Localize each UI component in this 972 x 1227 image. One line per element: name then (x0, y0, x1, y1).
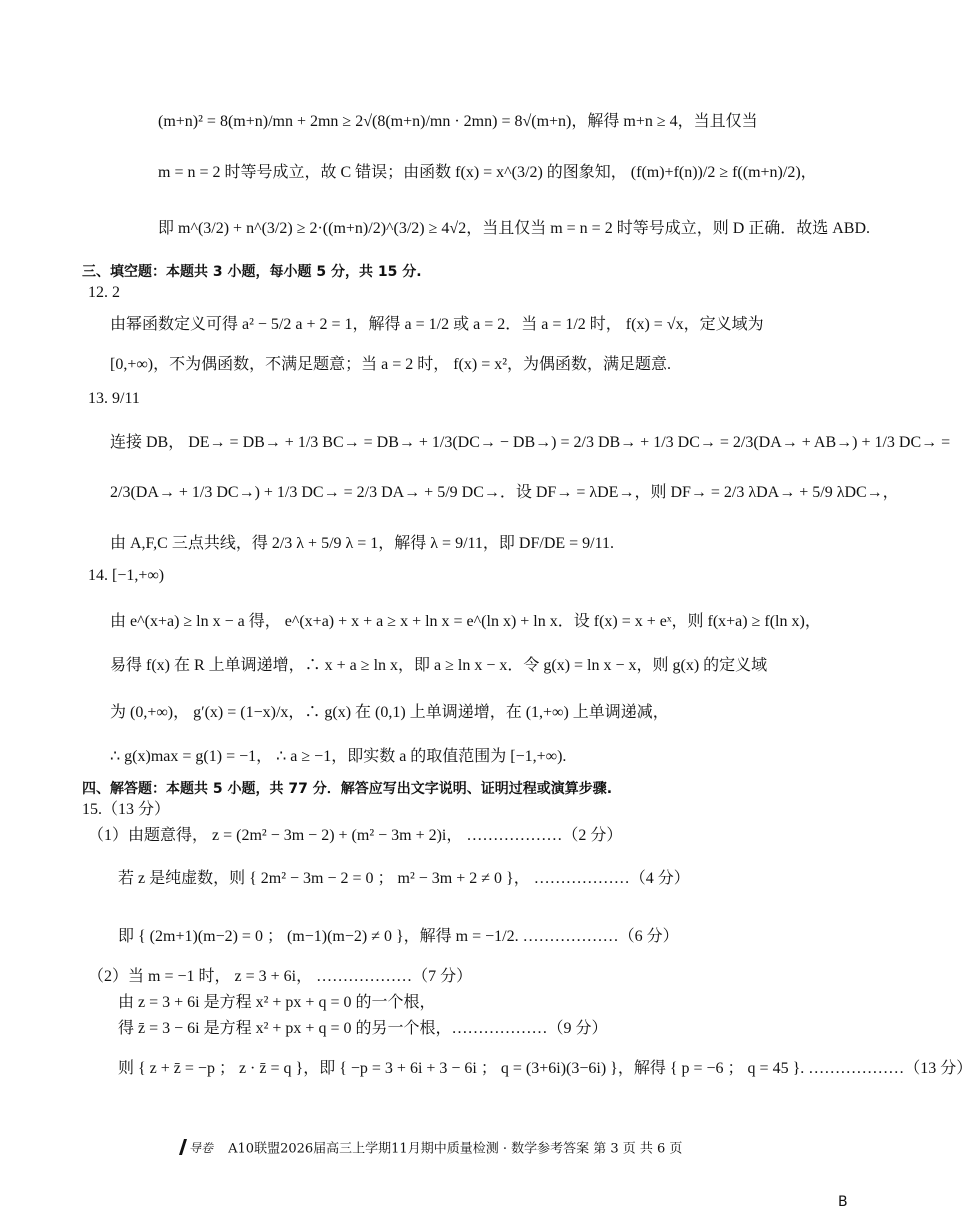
text-line-q12-1: 由幂函数定义可得 a² − 5/2 a + 2 = 1，解得 a = 1/2 或 a = 2．当 a = 1/2 时， f(x) = √x，定义域为 (110, 316, 764, 333)
text-line-q12-2: [0,+∞)，不为偶函数，不满足题意；当 a = 2 时， f(x) = x²，为偶函数，满足题意. (110, 356, 672, 373)
section-heading-solutions: 四、解答题：本题共 5 小题，共 77 分．解答应写出文字说明、证明过程或演算步骤. (82, 781, 613, 797)
text-line-q14-1: 由 e^(x+a) ≥ ln x − a 得， e^(x+a) + x + a ≥ x + ln x = e^(ln x) + ln x．设 f(x) = x + eˣ，则 f(x+a) ≥ f(ln x)， (110, 613, 821, 630)
text-line-q13-3: 由 A,F,C 三点共线，得 2/3 λ + 5/9 λ = 1，解得 λ = 9/11，即 DF/DE = 9/11. (110, 535, 615, 552)
text-line-q15-7: 则 { z + z̄ = −p ； z · z̄ = q }，即 { −p = 3 + 6i + 3 − 6i ； q = (3+6i)(3−6i) }，解得 { p = −6 ； q = 45 }. ………………（13 分） (118, 1060, 972, 1077)
text-line-q15-3: 即 { (2m+1)(m−2) = 0 ； (m−1)(m−2) ≠ 0 }，解得 m = −1/2. ………………（6 分） (118, 928, 679, 945)
text-line-q15-2: 若 z 是纯虚数，则 { 2m² − 3m − 2 = 0 ； m² − 3m + 2 ≠ 0 }， ………………（4 分） (118, 870, 690, 887)
text-line-q14-4: ∴ g(x)max = g(1) = −1， ∴ a ≥ −1，即实数 a 的取值范围为 [−1,+∞). (110, 748, 567, 765)
text-line-q15-6: 得 z̄ = 3 − 6i 是方程 x² + px + q = 0 的另一个根，………………（9 分） (118, 1020, 608, 1037)
section-heading-fill-in: 三、填空题：本题共 3 小题，每小题 5 分，共 15 分. (82, 264, 422, 280)
text-line-2: m = n = 2 时等号成立，故 C 错误；由函数 f(x) = x^(3/2) 的图象知， (f(m)+f(n))/2 ≥ f((m+n)/2)， (158, 164, 817, 181)
text-line-3: 即 m^(3/2) + n^(3/2) ≥ 2·((m+n)/2)^(3/2) ≥ 4√2，当且仅当 m = n = 2 时等号成立，则 D 正确．故选 ABD. (158, 220, 871, 237)
footer-text: A10联盟2026届高三上学期11月期中质量检测 · 数学参考答案 第 3 页 共 6 页 (228, 1141, 683, 1157)
publisher-logo-icon (176, 1137, 220, 1161)
text-line-q13-2: 2/3(DA→ + 1/3 DC→) + 1/3 DC→ = 2/3 DA→ + 5/9 DC→．设 DF→ = λDE→，则 DF→ = 2/3 λDA→ + 5/9 λDC→， (110, 484, 899, 501)
question-14-answer: 14. [−1,+∞) (88, 567, 165, 584)
question-15-heading: 15.（13 分） (82, 801, 171, 818)
text-line-q14-2: 易得 f(x) 在 R 上单调递增，∴ x + a ≥ ln x，即 a ≥ ln x − x．令 g(x) = ln x − x，则 g(x) 的定义域 (110, 657, 768, 674)
question-12-answer: 12. 2 (88, 284, 120, 301)
text-line-q15-5: 由 z = 3 + 6i 是方程 x² + px + q = 0 的一个根， (118, 994, 436, 1011)
text-line-q15-1: （1）由题意得， z = (2m² − 3m − 2) + (m² − 3m + 2)i， ………………（2 分） (88, 827, 623, 844)
svg-text:导卷: 导卷 (189, 1141, 214, 1155)
corner-mark: B (838, 1194, 848, 1210)
text-line-q13-1: 连接 DB， DE→ = DB→ + 1/3 BC→ = DB→ + 1/3(DC→ − DB→) = 2/3 DB→ + 1/3 DC→ = 2/3(DA→ + AB→) + 1/3 DC→ = (110, 434, 951, 451)
page-footer (176, 1137, 682, 1161)
text-line-q15-4: （2）当 m = −1 时， z = 3 + 6i， ………………（7 分） (88, 968, 473, 985)
question-13-answer: 13. 9/11 (88, 390, 140, 407)
text-line-q14-3: 为 (0,+∞)， g′(x) = (1−x)/x，∴ g(x) 在 (0,1) 上单调递增，在 (1,+∞) 上单调递减， (110, 704, 669, 721)
text-line-1: (m+n)² = 8(m+n)/mn + 2mn ≥ 2√(8(m+n)/mn · 2mn) = 8√(m+n)，解得 m+n ≥ 4，当且仅当 (158, 113, 758, 130)
